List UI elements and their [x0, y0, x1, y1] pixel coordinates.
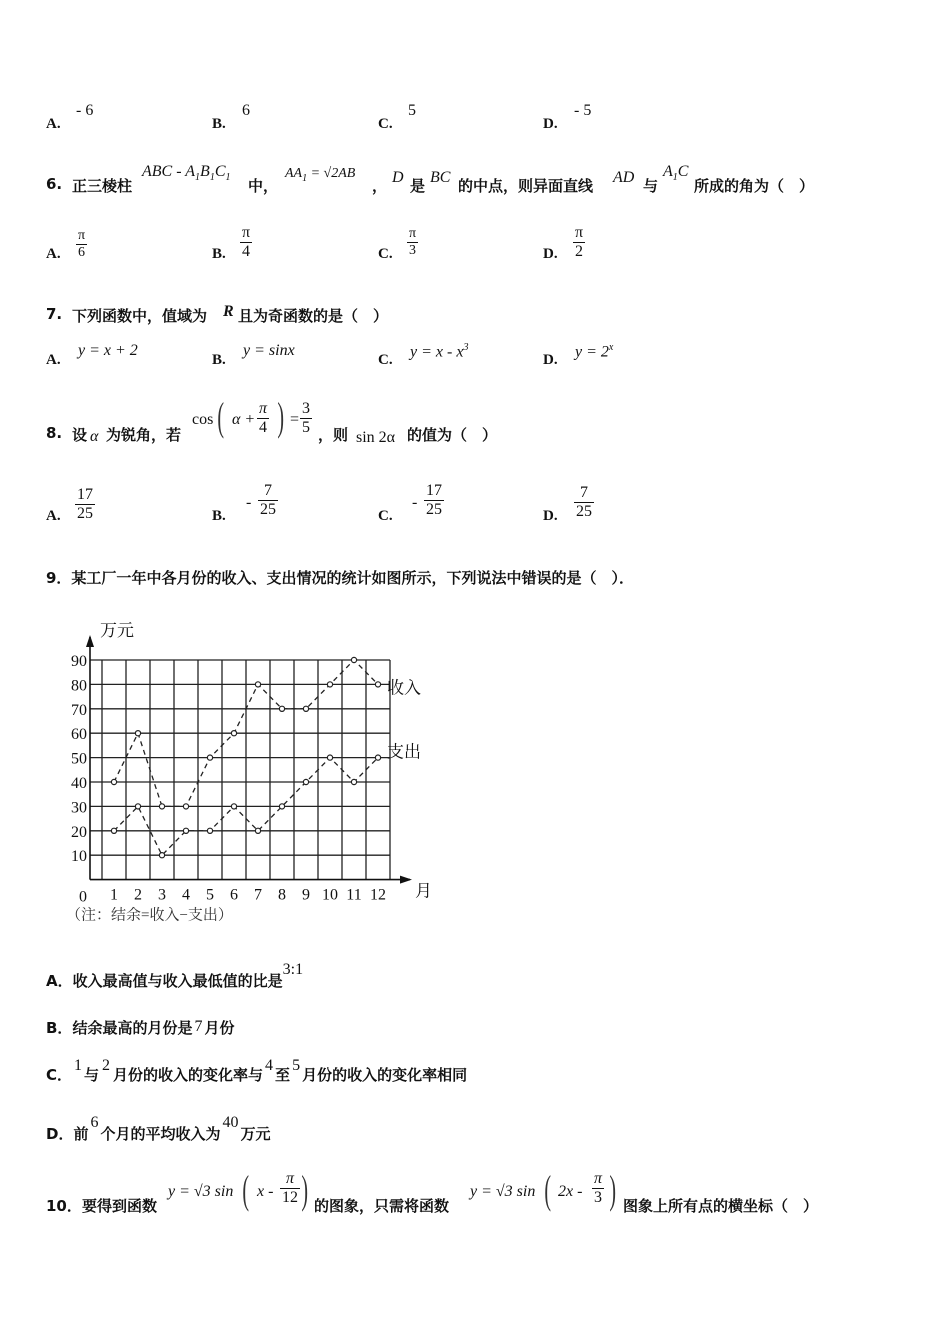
q8-equals: = [290, 411, 300, 428]
q8-option-a-label: A. [46, 508, 61, 524]
data-point [279, 804, 284, 809]
q6-option-c-label: C. [378, 246, 393, 262]
q10-f2-lparen: ( [544, 1167, 551, 1212]
data-point [303, 779, 308, 784]
q6-option-c-fraction [407, 226, 418, 259]
q8-option-c-fraction [424, 482, 444, 520]
q9-c-t4: 月份的收入的变化率相同 [302, 1066, 468, 1084]
q8-five: 5 [302, 419, 310, 437]
q8-three-fifths [300, 400, 312, 438]
q6-segment-bc: BC [430, 169, 451, 186]
q9-c-m3: 4 [265, 1057, 274, 1074]
q6-option-b-fraction [240, 224, 252, 262]
q7-stem-b: 且为奇函数的是（ ） [238, 307, 389, 325]
q9-option-b [46, 1017, 234, 1038]
q6-segment-a1c: $A_1C$ [663, 163, 689, 184]
q9-option-d [46, 1114, 271, 1144]
q8-option-a-fraction [75, 486, 95, 524]
q5-option-d-label: D. [543, 116, 558, 132]
y-tick-label: 30 [71, 799, 87, 817]
data-point [135, 731, 140, 736]
q8-c-den: 25 [426, 501, 442, 519]
q8-alpha: α [90, 428, 99, 445]
q9-c-m4: 5 [292, 1057, 301, 1074]
q9-a-label: A． [46, 972, 73, 990]
q10-pi-2: π [594, 1170, 603, 1187]
data-point [327, 682, 332, 687]
q6-option-d-fraction [573, 224, 585, 262]
x-tick-label: 6 [230, 886, 238, 904]
q7-c-sup: 3 [463, 342, 469, 353]
data-point [375, 755, 380, 760]
q6-segment-ad: AD [613, 169, 635, 186]
q6-prism-text: ABC - A [142, 163, 196, 180]
data-point [207, 755, 212, 760]
q6-text-2: 中， [248, 177, 279, 195]
q7-option-c-expr [410, 342, 468, 361]
q8-a-den: 25 [77, 505, 93, 523]
q8-text-3: ，则 [318, 426, 349, 444]
q7-number: 7. [46, 305, 63, 323]
q9-stem: 9．某工厂一年中各月份的收入、支出情况的统计如图所示，下列说法中错误的是（ ）． [46, 569, 634, 587]
x-axis-label: 月 [415, 881, 432, 901]
y-tick-label: 50 [71, 750, 87, 768]
legend-label-income: 收入 [387, 678, 421, 698]
data-point [159, 804, 164, 809]
q8-number: 8. [46, 424, 63, 442]
q10-func-2-inner: 2x - [558, 1183, 583, 1200]
q9-a-pre: 收入最高值与收入最低值的比是 [72, 972, 283, 990]
q9-c-m1: 1 [74, 1057, 83, 1074]
q10-func-1-prefix: y = √3 sin [168, 1183, 234, 1200]
data-point [375, 682, 380, 687]
x-tick-label: 11 [346, 886, 362, 904]
q6-text-1: 正三棱柱 [72, 177, 133, 195]
q6-option-b-label: B. [212, 246, 226, 262]
q9-d-label: D． [46, 1125, 74, 1143]
q9-d-pre: 前 [73, 1125, 89, 1143]
q8-b-den: 25 [260, 501, 276, 519]
x-tick-label: 3 [158, 886, 166, 904]
chart-note: （注：结余=收入−支出） [66, 907, 233, 924]
q6-option-d-label: D. [543, 246, 558, 262]
q9-option-c [46, 1057, 468, 1085]
q6-b-den: 4 [242, 243, 251, 261]
q10-f1-lparen: ( [242, 1167, 249, 1212]
x-tick-label: 1 [110, 886, 118, 904]
q9-c-label: C． [46, 1066, 73, 1084]
q7-option-a-expr: y = x + 2 [78, 342, 138, 359]
q8-a-num: 17 [77, 486, 93, 503]
q8-d-num: 7 [580, 484, 588, 501]
y-tick-label: 70 [71, 701, 87, 719]
q8-inner: α + [232, 411, 256, 428]
q8-text-1: 设 [72, 426, 88, 444]
q10-func-1-inner: x - [257, 1183, 274, 1200]
q9-d-mid: 个月的平均收入为 [100, 1125, 221, 1143]
q7-c-text: y = x - x [410, 343, 464, 361]
x-tick-label: 8 [278, 886, 286, 904]
q6-text-4: 是 [410, 177, 426, 195]
y-tick-label: 80 [71, 677, 87, 695]
y-tick-label: 20 [71, 823, 87, 841]
q6-a-num: π [78, 228, 86, 243]
q10-f1-rparen: ) [301, 1167, 308, 1212]
y-axis-arrow [86, 635, 94, 647]
y-tick-label: 40 [71, 775, 87, 792]
q8-option-b-label: B. [212, 508, 226, 524]
q7-d-text: y = 2 [575, 343, 609, 361]
q6-c-den: 3 [409, 243, 417, 259]
x-tick-label: 4 [182, 886, 190, 904]
x-tick-label: 12 [370, 886, 386, 904]
q6-text-7: 所成的角为（ ） [694, 177, 815, 195]
q10-number: 10． [46, 1197, 82, 1215]
q8-left-paren: ( [217, 394, 224, 439]
q5-option-a-value: - 6 [76, 102, 94, 119]
q10-text-1: 要得到函数 [82, 1197, 158, 1215]
q5-option-c-value: 5 [408, 102, 416, 119]
q9-b-label: B． [46, 1019, 73, 1037]
q6-option-a-fraction [76, 228, 87, 261]
q8-pi: π [259, 400, 268, 417]
data-point [279, 706, 284, 711]
q9-d-m2: 40 [222, 1114, 239, 1131]
q9-b-pre: 结余最高的月份是 [72, 1019, 193, 1037]
q10-text-2: 的图象，只需将函数 [314, 1197, 450, 1215]
q9-c-t3: 至 [275, 1066, 291, 1084]
q6-cond-right: AB [338, 166, 356, 181]
q10-pi-over-3 [592, 1170, 604, 1208]
q8-right-paren: ) [277, 394, 284, 439]
data-point [135, 804, 140, 809]
q8-four: 4 [259, 419, 267, 437]
q9-b-mid: 月份 [204, 1019, 235, 1037]
q5-option-d-value: - 5 [574, 102, 592, 119]
q5-option-a-label: A. [46, 116, 61, 132]
y-tick-label: 60 [71, 726, 87, 744]
q6-text-5: 的中点，则异面直线 [458, 177, 594, 195]
q6-text-3: ， [372, 177, 388, 195]
q6-cond-left: AA [285, 166, 303, 181]
q8-text-2: 为锐角，若 [106, 426, 182, 444]
q7-r: R [223, 303, 234, 320]
q8-c-num: 17 [426, 482, 442, 499]
q6-text-6: 与 [643, 177, 659, 195]
data-point [327, 755, 332, 760]
q6-option-a-label: A. [46, 246, 61, 262]
q8-d-den: 25 [576, 503, 592, 521]
q6-d-num: π [575, 224, 584, 241]
chart-grid [90, 660, 390, 880]
data-point [159, 853, 164, 858]
q8-cos: cos [192, 411, 214, 428]
q7-option-d-expr [575, 342, 613, 361]
q7-option-c-label: C. [378, 352, 393, 368]
y-axis-label: 万元 [100, 621, 134, 640]
q8-b-num: 7 [264, 482, 272, 499]
q8-option-d-fraction [574, 484, 594, 522]
q6-prism: ABC - $A_1B_1C_1$ [142, 163, 231, 184]
q8-option-c-label: C. [378, 508, 393, 524]
data-point [255, 828, 260, 833]
data-point [351, 779, 356, 784]
q7-option-d-label: D. [543, 352, 558, 368]
data-point [303, 706, 308, 711]
q10-f2-rparen: ) [609, 1167, 616, 1212]
legend-label-expense: 支出 [387, 742, 421, 762]
q6-point-d: D [392, 169, 404, 186]
q8-option-d-label: D. [543, 508, 558, 524]
chart-axes [86, 635, 412, 884]
y-tick-label: 0 [79, 888, 87, 906]
data-point [111, 779, 116, 784]
q7-option-a-label: A. [46, 352, 61, 368]
q8-text-4: 的值为（ ） [407, 426, 498, 444]
q6-a-den: 6 [78, 245, 86, 261]
q8-option-b-fraction [258, 482, 278, 520]
data-point [111, 828, 116, 833]
q8-three: 3 [302, 400, 310, 417]
q9-b-math: 7 [194, 1018, 203, 1035]
chart-ticks [71, 653, 386, 906]
q8-pi-over-4 [257, 400, 269, 438]
q9-option-a [46, 961, 304, 991]
q9-d-post: 万元 [240, 1125, 271, 1143]
x-tick-label: 7 [254, 886, 262, 904]
x-tick-label: 9 [302, 886, 310, 904]
q8-sin2a: sin 2α [356, 429, 396, 446]
q9-c-post: 月份的收入的变化率与 [113, 1066, 264, 1084]
q5-option-c-label: C. [378, 116, 393, 132]
data-point [207, 828, 212, 833]
q5-option-b-value: 6 [242, 102, 250, 119]
q8-option-c-sign: - [412, 494, 418, 511]
x-tick-label: 2 [134, 886, 142, 904]
x-tick-label: 5 [206, 886, 214, 904]
q10-twelve: 12 [282, 1189, 298, 1207]
q5-option-b-label: B. [212, 116, 226, 132]
q6-number: 6. [46, 175, 63, 193]
income-expense-chart [60, 615, 440, 925]
q6-d-den: 2 [575, 243, 584, 261]
x-tick-label: 10 [322, 886, 338, 904]
data-point [183, 804, 188, 809]
data-point [183, 828, 188, 833]
q10-three: 3 [594, 1189, 602, 1207]
q9-c-m2: 2 [102, 1057, 111, 1074]
q10-text-3: 图象上所有点的横坐标（ ） [623, 1197, 819, 1215]
q7-option-b-label: B. [212, 352, 226, 368]
q7-d-sup: x [608, 342, 614, 353]
q7-option-b-expr: y = sinx [243, 342, 295, 359]
q8-option-b-sign: - [246, 494, 252, 511]
x-axis-arrow [400, 876, 412, 884]
q6-a1c-text: C [677, 163, 689, 180]
q9-c-mid: 与 [84, 1066, 100, 1084]
q9-d-m1: 6 [90, 1114, 99, 1131]
y-tick-label: 10 [71, 848, 87, 866]
y-tick-label: 90 [71, 653, 87, 670]
data-point [231, 804, 236, 809]
q6-condition: $AA_1 = √2AB$ [285, 166, 356, 184]
q10-pi-over-12 [280, 1170, 300, 1208]
q10-func-2-prefix: y = √3 sin [470, 1183, 536, 1200]
q10-pi-1: π [285, 1170, 294, 1187]
q7-stem-a: 下列函数中，值域为 [72, 307, 208, 325]
data-point [231, 731, 236, 736]
q6-b-num: π [242, 224, 251, 241]
q6-c-num: π [409, 226, 417, 241]
data-point [351, 657, 356, 662]
q9-a-math: 3:1 [282, 961, 304, 978]
chart-labels [66, 621, 432, 924]
data-point [255, 682, 260, 687]
